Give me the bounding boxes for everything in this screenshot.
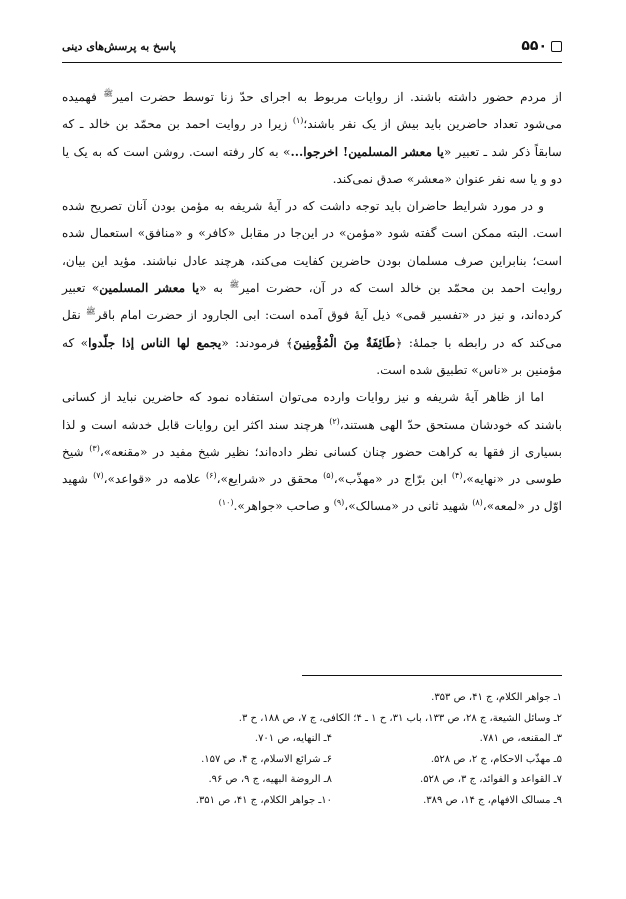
text-run: و در مورد شرایط حاضران باید توجه داشت که در آیهٔ شریفه به مؤمن بودن آنان تصریح شده است. البته ممکن است گفته شود «مؤمن» در این‌جا در مقابل «کافر» و «منافق» استعمال شده است؛ بنابراین صرف مسلمان بودن حاضرین کفایت می‌کند، هرچند عادل نباشند. مؤید این بیان، روایت احمد بن محمّد بن خالد است که در آن، حضرت امیر [62,199,562,296]
text-run: از مردم حضور داشته باشند. از روایات مربوط به اجرای حدّ زنا توسط حضرت امیر [113,90,562,104]
page-number: ۵۵۰ [521,38,547,54]
footnote-3: ۳ـ المقنعه، ص ۷۸۱. [479,733,562,744]
footnote-4: ۴ـ النهایه، ص ۷۰۱. [254,733,332,744]
text-run: ﴾ فرمودند: « [221,335,294,350]
honorific-glyph: ﷺ [229,280,240,290]
text-run: شهید ثانی در «مسالک»، [344,499,473,514]
text-run: شیخ طوسی در «نهایه»، [62,444,562,487]
bold-quote: یجمع لها الناس إذا جلّدوا [88,335,222,350]
footnote-ref[interactable]: (۱۰) [218,498,234,508]
footnote-ref[interactable]: (۱) [292,116,304,126]
footnote-ref[interactable]: (۸) [472,498,483,508]
footnote-1: ۱ـ جواهر الکلام، ج ۴۱، ص ۳۵۳. [431,692,562,703]
paragraph-3 [62,384,562,520]
footnote-ref[interactable]: (۴) [451,471,463,481]
text-run: شهید اوّل در «لمعه»، [62,472,562,514]
footnote-row [62,729,562,750]
text-run: هرچند سند اکثر این روایات قابل خدشه است و لذا بسیاری از فقها به کراهت حضور چنان کسانی نظر داده‌اند؛ نظیر شیخ مفید در «مقنعه»، [62,417,562,459]
bold-quote: یا معشر المسلمین [99,281,200,296]
page-header [62,38,562,60]
honorific-glyph: ﷺ [103,88,114,98]
text-run: » به کار رفته است. روشن است که به یک یا دو و یا سه نفر عنوان «معشر» صدق نمی‌کند. [62,144,562,186]
quran-quote: طَائِفَةٌ مِنَ الْمُؤْمِنِينَ [293,335,396,350]
footnotes [62,688,562,811]
footnote-7: ۷ـ القواعد و الفوائد، ج ۳، ص ۵۲۸. [420,774,562,785]
text-run: زیرا در روایت احمد بن محمّد بن خالد ـ که سابقاً ذکر شد ـ تعبیر « [62,117,562,159]
paragraph-2 [62,193,562,384]
square-bullet-icon [551,41,562,52]
footnote-ref[interactable]: (۲) [329,416,340,426]
footnote-rule [302,675,562,676]
text-run: اما از ظاهر آیهٔ شریفه و نیز روایات وارده می‌توان استفاده نمود که حاضرین نباید از کسانی باشند که خودشان مستحق حدّ الهی هستند، [62,390,562,432]
text-run: ابن برّاج در «مهذّب»، [333,472,452,487]
text-run: فهمیده می‌شود تعداد حاضرین باید بیش از یک نفر باشند؛ [62,90,562,132]
text-run: » که مؤمنین بر «ناس» تطبیق شده است. [62,335,562,377]
bold-quote: یا معشر المسلمین! اخرجوا... [290,144,444,159]
footnote-row [62,770,562,791]
footnote-2: ۲ـ وسائل الشیعة، ج ۲۸، ص ۱۳۳، باب ۳۱، ح ۱ ـ ۴؛ الکافی، ج ۷، ص ۱۸۸، ح ۳. [238,712,562,724]
honorific-glyph: ﷺ [85,307,96,317]
footnote-9: ۹ـ مسالک الافهام، ج ۱۴، ص ۳۸۹. [423,794,562,806]
text-run: به « [199,281,230,296]
body-text [62,84,562,521]
footnote-6: ۶ـ شرائع الاسلام، ج ۴، ص ۱۵۷. [201,753,332,765]
header-rule [62,62,562,63]
footnote-ref[interactable]: (۳) [89,443,100,453]
text-run: و صاحب «جواهر». [233,499,334,514]
page-number-block [521,38,562,54]
footnote-row [62,791,562,812]
text-run: محقق در «شرایع»، [216,472,324,487]
text-run: نقل می‌کند که در رابطه با جملهٔ: ﴿ [62,308,562,350]
footnote-ref[interactable]: (۷) [93,471,104,481]
paragraph-1 [62,84,562,193]
footnote-10: ۱۰ـ جواهر الکلام، ج ۴۱، ص ۳۵۱. [195,794,332,806]
footnote-ref[interactable]: (۵) [323,471,334,481]
text-run: علامه در «قواعد»، [103,472,207,487]
running-title: پاسخ به پرسش‌های دینی [62,40,176,53]
footnote-row [62,750,562,771]
book-page [62,0,562,899]
footnote-ref[interactable]: (۹) [333,498,345,508]
text-run: » تعبیر کرده‌اند، و نیز در «تفسیر قمی» ذیل آیهٔ فوق آمده است: ابی الجارود از حضرت امام باقر [62,281,562,323]
footnote-5: ۵ـ مهذّب الاحکام، ج ۲، ص ۵۲۸. [430,753,562,765]
footnote-ref[interactable]: (۶) [206,471,217,481]
footnote-8: ۸ـ الروضة البهیه، ج ۹، ص ۹۶. [208,774,332,785]
